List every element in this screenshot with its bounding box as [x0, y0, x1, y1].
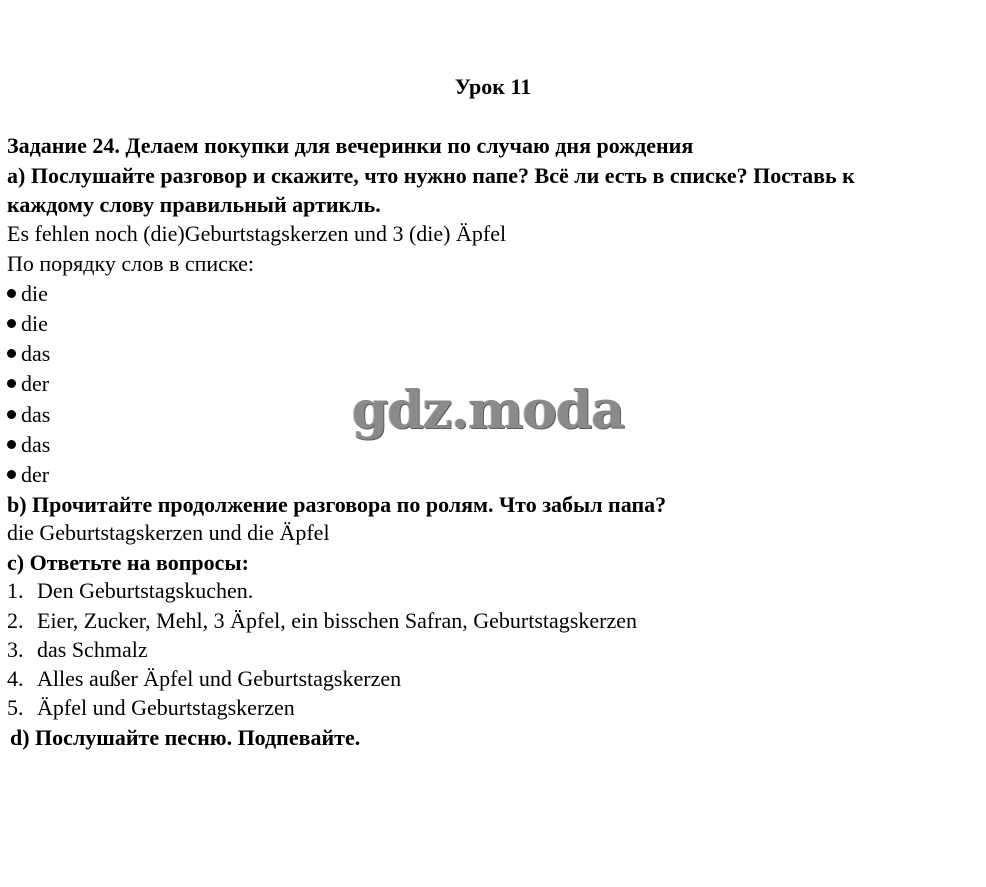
part-a-answer: Es fehlen noch (die)Geburtstagskerzen und 3 (die) Äpfel	[7, 221, 507, 246]
answer-item: 1. Den Geburtstagskuchen.	[7, 578, 254, 603]
bullet-icon	[7, 319, 16, 328]
bullet-icon	[7, 349, 16, 358]
part-a-list-intro: По порядку слов в списке:	[7, 251, 254, 276]
part-a-question-line2: каждому слову правильный артикль.	[7, 192, 381, 217]
article-list-item: das	[7, 340, 50, 368]
article-list-item: die	[7, 310, 48, 338]
article-list-item: das	[7, 431, 50, 459]
answer-item: 2. Eier, Zucker, Mehl, 3 Äpfel, ein bisschen Safran, Geburtstagskerzen	[7, 608, 637, 633]
task-heading: Задание 24. Делаем покупки для вечеринки по случаю дня рождения	[7, 133, 694, 158]
bullet-icon	[7, 440, 16, 449]
article-list-item: die	[7, 280, 48, 308]
bullet-icon	[7, 470, 16, 479]
answer-item: 3. das Schmalz	[7, 637, 148, 662]
article-list-item: das	[7, 401, 50, 429]
bullet-icon	[7, 289, 16, 298]
part-c-question: c) Ответьте на вопросы:	[7, 550, 249, 575]
part-d-question: d) Послушайте песню. Подпевайте.	[10, 725, 361, 750]
answer-item: 5. Äpfel und Geburtstagskerzen	[7, 695, 295, 720]
article-list-item: der	[7, 370, 49, 398]
answer-item: 4. Alles außer Äpfel und Geburtstagskerzen	[7, 666, 402, 691]
lesson-title: Урок 11	[454, 74, 532, 99]
part-b-question: b) Прочитайте продолжение разговора по ролям. Что забыл папа?	[7, 492, 667, 517]
bullet-icon	[7, 379, 16, 388]
watermark-logo: gdz.moda	[352, 380, 625, 441]
bullet-icon	[7, 410, 16, 419]
part-b-answer: die Geburtstagskerzen und die Äpfel	[7, 520, 330, 545]
part-a-question-line1: а) Послушайте разговор и скажите, что нужно папе? Всё ли есть в списке? Поставь к	[7, 163, 855, 188]
article-list-item: der	[7, 461, 49, 489]
